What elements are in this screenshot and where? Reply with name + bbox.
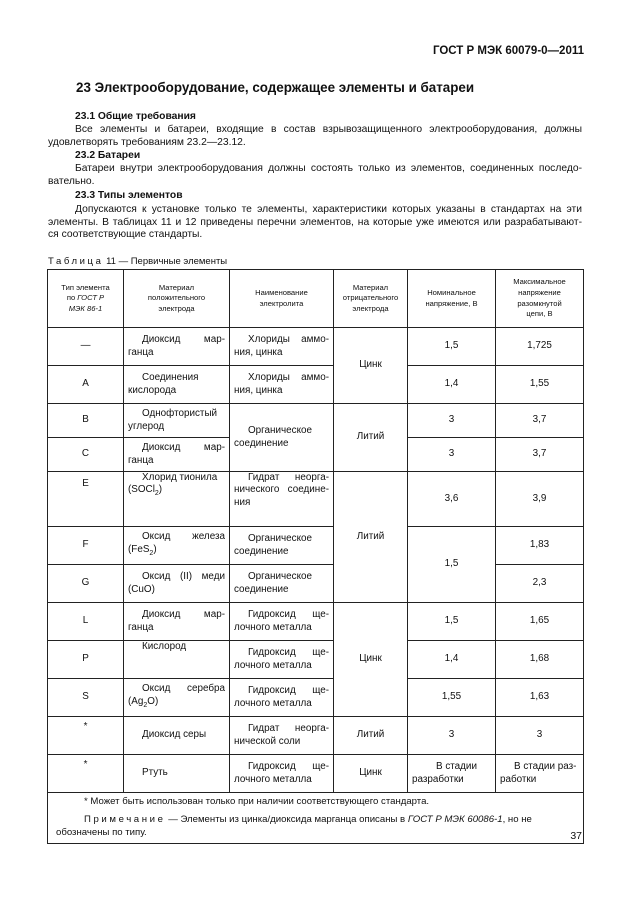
table-row [48,527,584,565]
cell-type: A [48,366,124,404]
cell-electrolyte: Хлориды аммо- ния, цинка [230,328,334,366]
cell-electrolyte: Органическое соединение [230,527,334,565]
cell-positive-electrode: Оксид серебра $(Ag_2O)$ [124,679,230,717]
cell-type: E [48,472,124,527]
table-row [48,565,584,603]
cell-nominal-voltage: 3 [408,717,496,755]
cell-nominal-voltage: 1,5 [408,527,496,603]
cell-negative-electrode: Цинк [334,755,408,793]
cell-positive-electrode: Диоксид мар- ганца [124,438,230,472]
table-note [84,814,575,826]
note-text: — Элементы из цинка/диоксида марганца описаны в [165,814,408,826]
paragraph-line: Батареи внутри электрооборудования должны состоять только из элементов, соединенных последо- [75,163,582,174]
table-row [48,717,584,755]
table-row [48,366,584,404]
subsection-23-2-title: 23.2 Батареи [75,150,141,161]
cell-nominal-voltage: В стадии разработки [408,755,496,793]
cell-positive-electrode: Кислород [124,641,230,679]
cell-nominal-voltage: 1,5 [408,603,496,641]
table-header-row [48,270,584,328]
cell-electrolyte: Гидроксид ще- лочного металла [230,603,334,641]
cell-electrolyte: Гидрат неорга- нической соли [230,717,334,755]
paragraph-line: вательно. [48,175,95,187]
cell-type: G [48,565,124,603]
cell-nominal-voltage: 1,4 [408,641,496,679]
cell-max-voltage: 1,63 [496,679,584,717]
caption-text: 11 — Первичные элементы [103,256,228,267]
paragraph-line: Все элементы и батареи, входящие в состав взрывозащищенного электрооборудования, должны [75,124,582,135]
cell-max-voltage: 1,65 [496,603,584,641]
paragraph-line: Допускаются к установке только те элементы, характеристики которых указаны в стандартах на эти [75,204,582,215]
paragraph-line: удовлетворять требованиям 23.2—23.12. [48,136,246,148]
table-caption [48,256,227,267]
cell-nominal-voltage: 1,4 [408,366,496,404]
cell-negative-electrode: Литий [334,404,408,472]
cell-nominal-voltage: 1,5 [408,328,496,366]
table-row [48,328,584,366]
table-row [48,404,584,438]
cell-max-voltage: 1,55 [496,366,584,404]
cell-electrolyte: Гидроксид ще- лочного металла [230,755,334,793]
cell-positive-electrode: Оксид (II) меди (CuO) [124,565,230,603]
cell-positive-electrode: Диоксид мар- ганца [124,328,230,366]
cell-max-voltage: 3,7 [496,404,584,438]
cell-negative-electrode: Литий [334,717,408,755]
cell-type: S [48,679,124,717]
subsection-23-3-text [48,204,582,242]
primary-cells-table [47,269,584,844]
cell-positive-electrode: Однофтористый углерод [124,404,230,438]
cell-max-voltage: 3 [496,717,584,755]
table-footer-row [48,793,584,844]
cell-max-voltage: 2,3 [496,565,584,603]
cell-electrolyte: Гидроксид ще- лочного металла [230,679,334,717]
cell-positive-electrode: Оксид железа (FeS$_2$) [124,527,230,565]
subsection-23-1-text [48,124,582,149]
header-cell-type: Тип элемента по ГОСТ Р МЭК 86-1 [48,270,124,328]
cell-type: F [48,527,124,565]
header-cell-negative-electrode: Материал отрицательного электрода [334,270,408,328]
table-footer [48,793,584,844]
header-cell-max-voltage: Максимальное напряжение разомкнутой цепи, В [496,270,584,328]
cell-type: * [48,717,124,755]
cell-type: P [48,641,124,679]
paragraph-line: ся соответствующие стандарты. [48,229,203,241]
cell-max-voltage: В стадии раз- работки [496,755,584,793]
cell-max-voltage: 1,83 [496,527,584,565]
cell-electrolyte: Гидрат неорга- нического соедине- ния [230,472,334,527]
cell-positive-electrode: Диоксид мар- ганца [124,603,230,641]
header-cell-electrolyte: Наименование электролита [230,270,334,328]
subsection-23-3-title: 23.3 Типы элементов [75,190,183,201]
cell-electrolyte: Органическое соединение [230,565,334,603]
cell-nominal-voltage: 3 [408,438,496,472]
subsection-23-1-title: 23.1 Общие требования [75,111,196,122]
cell-type: * [48,755,124,793]
cell-electrolyte: Органическое соединение [230,404,334,472]
cell-nominal-voltage: 3 [408,404,496,438]
table-row [48,755,584,793]
header-cell-positive-electrode: Материал положительного электрода [124,270,230,328]
cell-type: — [48,328,124,366]
cell-nominal-voltage: 1,55 [408,679,496,717]
cell-negative-electrode: Литий [334,472,408,603]
document-header: ГОСТ Р МЭК 60079-0—2011 [432,45,584,57]
note-text: , но не [502,814,532,826]
cell-max-voltage: 1,68 [496,641,584,679]
cell-type: L [48,603,124,641]
table-row [48,472,584,527]
cell-max-voltage: 1,725 [496,328,584,366]
table-row [48,641,584,679]
note-reference: ГОСТ Р МЭК 60086-1 [407,814,503,826]
cell-electrolyte: Хлориды аммо- ния, цинка [230,366,334,404]
cell-max-voltage: 3,7 [496,438,584,472]
note-line: обозначены по типу. [56,826,147,838]
table-row [48,603,584,641]
note-label: Примечание [84,814,166,826]
cell-negative-electrode: Цинк [334,603,408,717]
header-cell-nominal-voltage: Номинальное напряжение, В [408,270,496,328]
cell-negative-electrode: Цинк [334,328,408,404]
page-number: 37 [570,830,582,842]
cell-positive-electrode: Диоксид серы [124,717,230,755]
cell-type: C [48,438,124,472]
footnote: * Может быть использован только при наличии соответствующего стандарта. [84,796,430,807]
cell-nominal-voltage: 3,6 [408,472,496,527]
cell-positive-electrode: Ртуть [124,755,230,793]
caption-label: Таблица [48,256,104,267]
cell-max-voltage: 3,9 [496,472,584,527]
table-row [48,679,584,717]
paragraph-line: элементы. В таблицах 11 и 12 приведены перечни элементов, на которые уже имеются или разрабатывают- [48,216,582,228]
cell-type: B [48,404,124,438]
subsection-23-2-text [48,163,582,188]
cell-electrolyte: Гидроксид ще- лочного металла [230,641,334,679]
cell-positive-electrode: Хлорид тионила (SOCl$_2$) [124,472,230,527]
cell-positive-electrode: Соединения кислорода [124,366,230,404]
section-title: 23 Электрооборудование, содержащее элементы и батареи [76,80,475,95]
